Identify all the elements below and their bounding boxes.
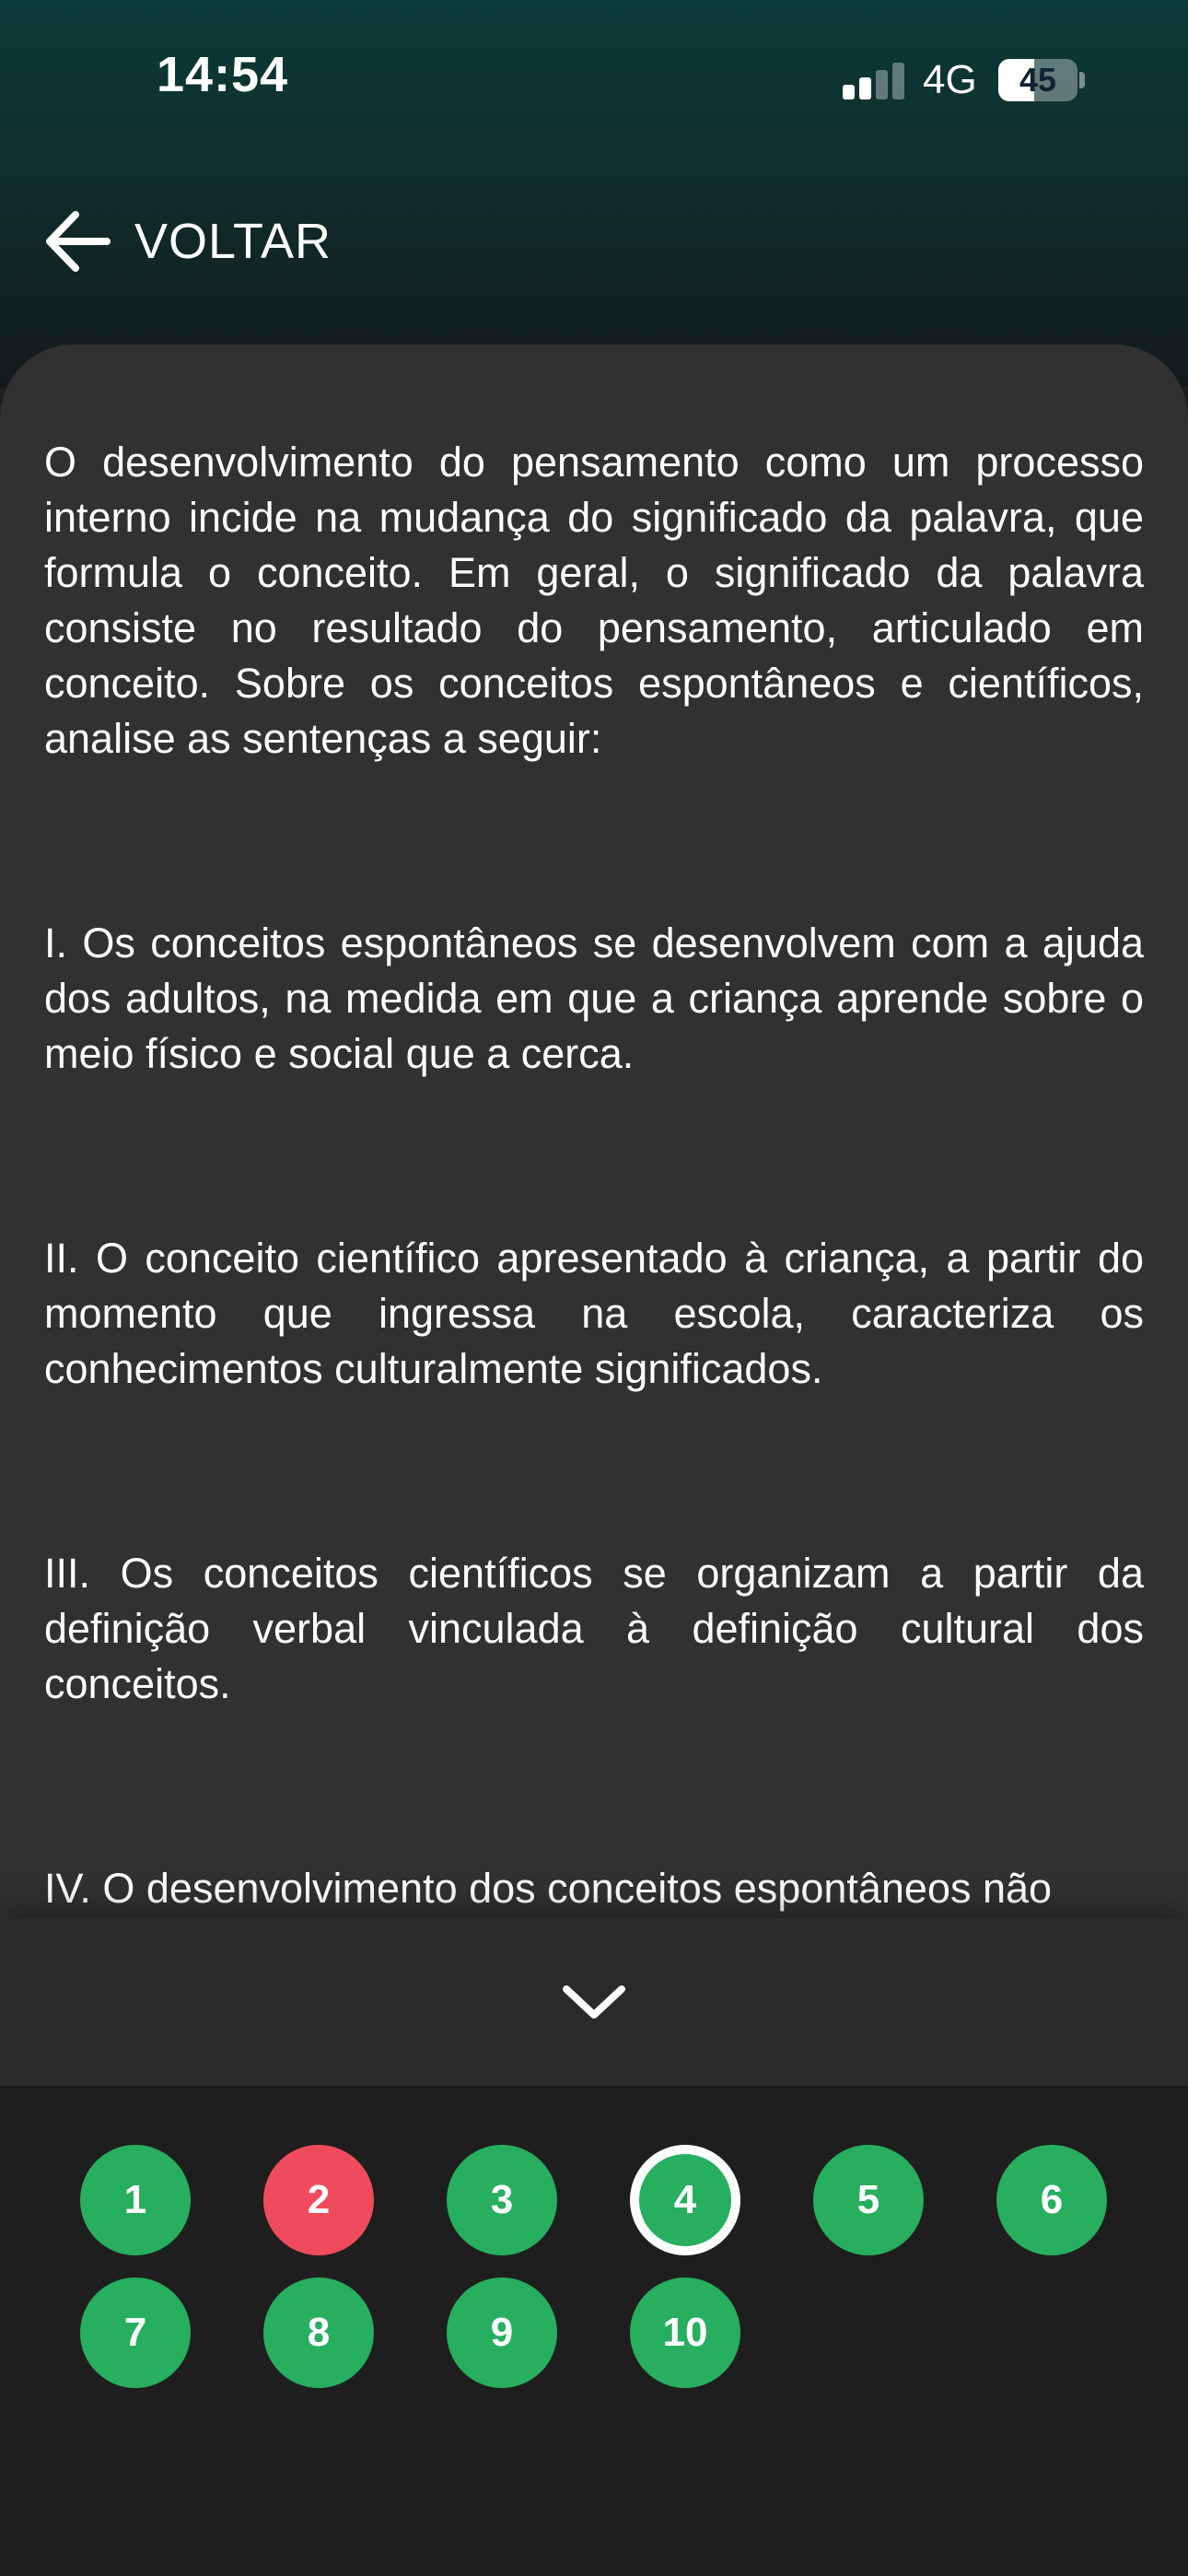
question-button-4[interactable]: 4 (630, 2145, 740, 2255)
question-button-5[interactable]: 5 (813, 2145, 924, 2255)
statement-4: IV. O desenvolvimento dos conceitos espontâneos não (44, 1865, 1053, 1912)
question-button-2[interactable]: 2 (263, 2145, 374, 2255)
question-button-6[interactable]: 6 (996, 2145, 1107, 2255)
statement-3: III. Os conceitos científicos se organizam a partir da definição verbal vinculada à definição cultural dos conceitos. (44, 1550, 1144, 1707)
question-button-1[interactable]: 1 (80, 2145, 191, 2255)
cellular-signal-icon (843, 61, 907, 100)
question-button-7[interactable]: 7 (80, 2277, 191, 2388)
question-button-10[interactable]: 10 (630, 2277, 740, 2388)
status-time: 14:54 (157, 47, 289, 102)
back-label: VOLTAR (134, 214, 332, 269)
battery-icon (998, 59, 1077, 101)
back-button[interactable] (42, 205, 332, 278)
network-type: 4G (923, 57, 977, 102)
statement-2: II. O conceito científico apresentado à criança, a partir do momento que ingressa na escola, caracteriza os conhecimentos culturalmente significados. (44, 1235, 1144, 1392)
question-card (0, 345, 1188, 1929)
chevron-down-icon (557, 1976, 631, 2028)
question-button-3[interactable]: 3 (447, 2145, 557, 2255)
battery-tip (1079, 72, 1085, 88)
question-button-8[interactable]: 8 (263, 2277, 374, 2388)
question-button-9[interactable]: 9 (447, 2277, 557, 2388)
question-intro: O desenvolvimento do pensamento como um processo interno incide na mudança do significado da palavra, que formula o conceito. Em geral, o significado da palavra consiste no resultado do pensamento, articulado em conceito. Sobre os conceitos espontâneos e científicos, analise as sentenças a seguir: (44, 439, 1144, 762)
panel-toggle-button[interactable] (0, 1918, 1188, 2088)
status-bar (0, 0, 1188, 157)
arrow-left-icon (42, 209, 111, 274)
statement-1: I. Os conceitos espontâneos se desenvolvem com a ajuda dos adultos, na medida em que a criança aprende sobre o meio físico e social que a cerca. (44, 919, 1144, 1077)
question-navigator (0, 2088, 1188, 2576)
battery-percent: 45 (1019, 61, 1057, 99)
question-text (44, 435, 1144, 1929)
